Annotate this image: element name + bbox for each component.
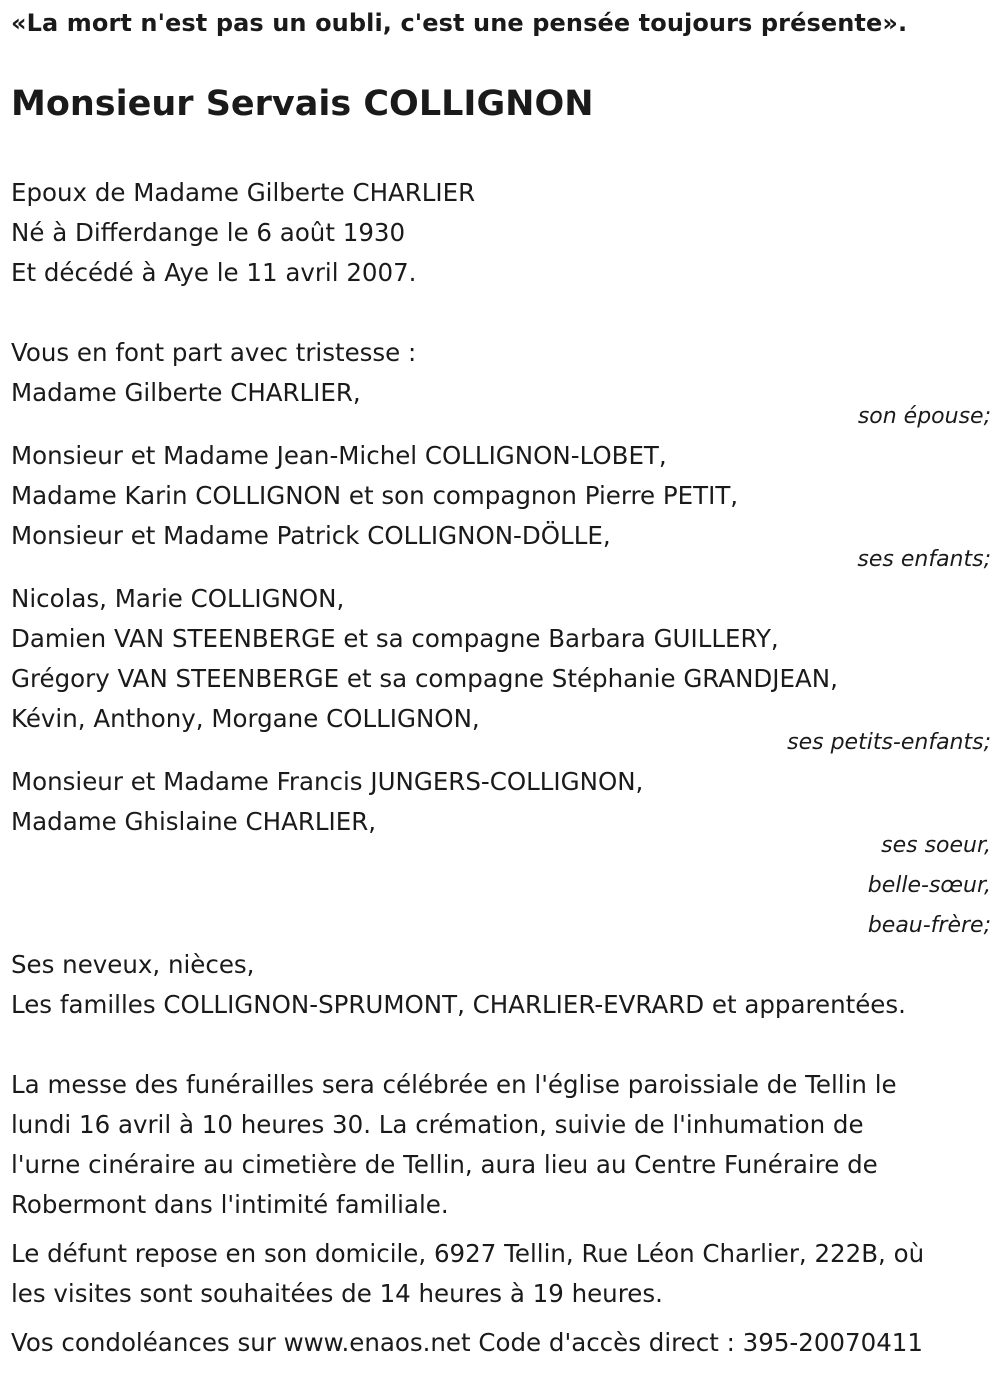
others-line: Les familles COLLIGNON-SPRUMONT, CHARLIER-EVRARD et apparentées.	[11, 990, 906, 1019]
others-line: Ses neveux, nièces,	[11, 950, 255, 979]
condolences-line: Vos condoléances sur www.enaos.net Code d'accès direct : 395-20070411	[11, 1328, 923, 1357]
grandchild-line: Nicolas, Marie COLLIGNON,	[11, 584, 345, 613]
ceremony-line: La messe des funérailles sera célébrée en l'église paroissiale de Tellin le	[11, 1070, 897, 1099]
relation-label-brother-in-law: beau-frère;	[867, 913, 991, 938]
child-line: Monsieur et Madame Jean-Michel COLLIGNON-LOBET,	[11, 441, 667, 470]
spouse-line: Epoux de Madame Gilberte CHARLIER	[11, 178, 476, 207]
relation-label-children: ses enfants;	[857, 547, 991, 572]
deceased-name: Monsieur Servais COLLIGNON	[11, 84, 594, 124]
ceremony-line: l'urne cinéraire au cimetière de Tellin, aura lieu au Centre Funéraire de	[11, 1150, 878, 1179]
ceremony-line: lundi 16 avril à 10 heures 30. La crémation, suivie de l'inhumation de	[11, 1110, 864, 1139]
grandchild-line: Damien VAN STEENBERGE et sa compagne Barbara GUILLERY,	[11, 624, 779, 653]
grandchild-line: Grégory VAN STEENBERGE et sa compagne Stéphanie GRANDJEAN,	[11, 664, 838, 693]
birth-line: Né à Differdange le 6 août 1930	[11, 218, 406, 247]
repose-line: Le défunt repose en son domicile, 6927 Tellin, Rue Léon Charlier, 222B, où	[11, 1239, 925, 1268]
relation-label-sister-in-law: belle-sœur,	[867, 873, 991, 898]
child-line: Monsieur et Madame Patrick COLLIGNON-DÖLLE,	[11, 521, 611, 550]
family-intro: Vous en font part avec tristesse :	[11, 338, 417, 367]
sibling-line: Monsieur et Madame Francis JUNGERS-COLLIGNON,	[11, 767, 644, 796]
spouse-name: Madame Gilberte CHARLIER,	[11, 378, 361, 407]
relation-label-sister: ses soeur,	[881, 833, 991, 858]
memorial-quote: «La mort n'est pas un oubli, c'est une pensée toujours présente».	[11, 9, 908, 37]
relation-label-grandchildren: ses petits-enfants;	[787, 730, 991, 755]
repose-line: les visites sont souhaitées de 14 heures à 19 heures.	[11, 1279, 663, 1308]
grandchild-line: Kévin, Anthony, Morgane COLLIGNON,	[11, 704, 480, 733]
relation-label-spouse: son épouse;	[857, 404, 991, 429]
sibling-line: Madame Ghislaine CHARLIER,	[11, 807, 377, 836]
death-line: Et décédé à Aye le 11 avril 2007.	[11, 258, 417, 287]
child-line: Madame Karin COLLIGNON et son compagnon Pierre PETIT,	[11, 481, 739, 510]
ceremony-line: Robermont dans l'intimité familiale.	[11, 1190, 449, 1219]
